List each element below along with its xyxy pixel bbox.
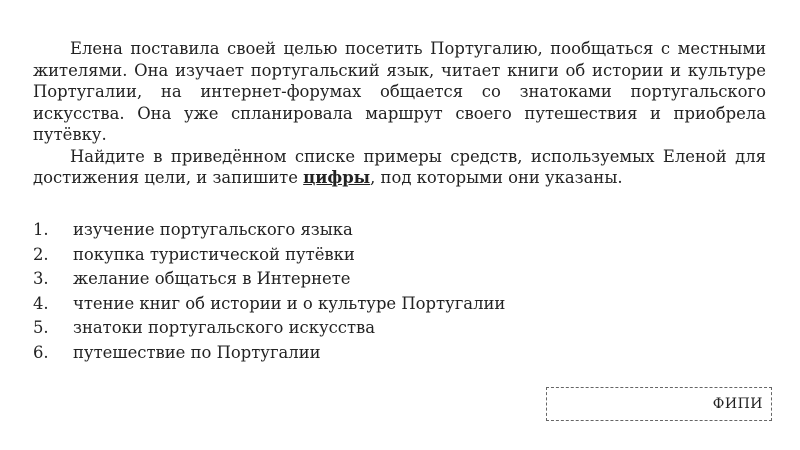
- answer-text: путешествие по Португалии: [73, 342, 321, 362]
- instruction-text-end: , под которыми они указаны.: [370, 168, 623, 187]
- answer-number: 3.: [33, 269, 49, 289]
- answer-number: 5.: [33, 318, 49, 338]
- answer-option-4: [33, 292, 733, 317]
- task-paragraph-situation: Елена поставила своей целью посетить Португалию, пообщаться с местными жителями. Она изучает португальский язык, читает книги об истории и культуре Португалии, на интернет-форумах общается со знатоками португальского искусства. Она уже спланировала маршрут своего путешествия и приобрела путёвку.: [33, 39, 766, 144]
- answer-number: 1.: [33, 220, 49, 239]
- source-label: ФИПИ: [712, 396, 763, 412]
- task-text: [33, 38, 766, 189]
- answer-text: покупка туристической путёвки: [73, 244, 355, 264]
- answer-text: знатоки португальского искусства: [73, 318, 376, 338]
- task-paragraph-instruction: [33, 146, 766, 189]
- answer-number: 4.: [33, 293, 49, 313]
- answer-option-2: [33, 243, 733, 268]
- answer-option-3: [33, 267, 733, 292]
- answer-options-list: [33, 218, 733, 366]
- answer-text: чтение книг об истории и о культуре Португалии: [73, 293, 506, 313]
- answer-text: изучение португальского языка: [73, 220, 353, 239]
- instruction-text-start: Найдите в приведённом списке примеры средств, используемых Еленой для достижения цели, и запишите: [33, 146, 766, 187]
- answer-number: 2.: [33, 244, 49, 264]
- answer-option-5: [33, 316, 733, 341]
- answer-option-1: [33, 218, 733, 243]
- answer-option-6: [33, 341, 733, 366]
- source-box: [546, 387, 772, 421]
- instruction-emphasis: цифры: [303, 168, 371, 187]
- answer-number: 6.: [33, 342, 49, 362]
- answer-text: желание общаться в Интернете: [73, 269, 351, 289]
